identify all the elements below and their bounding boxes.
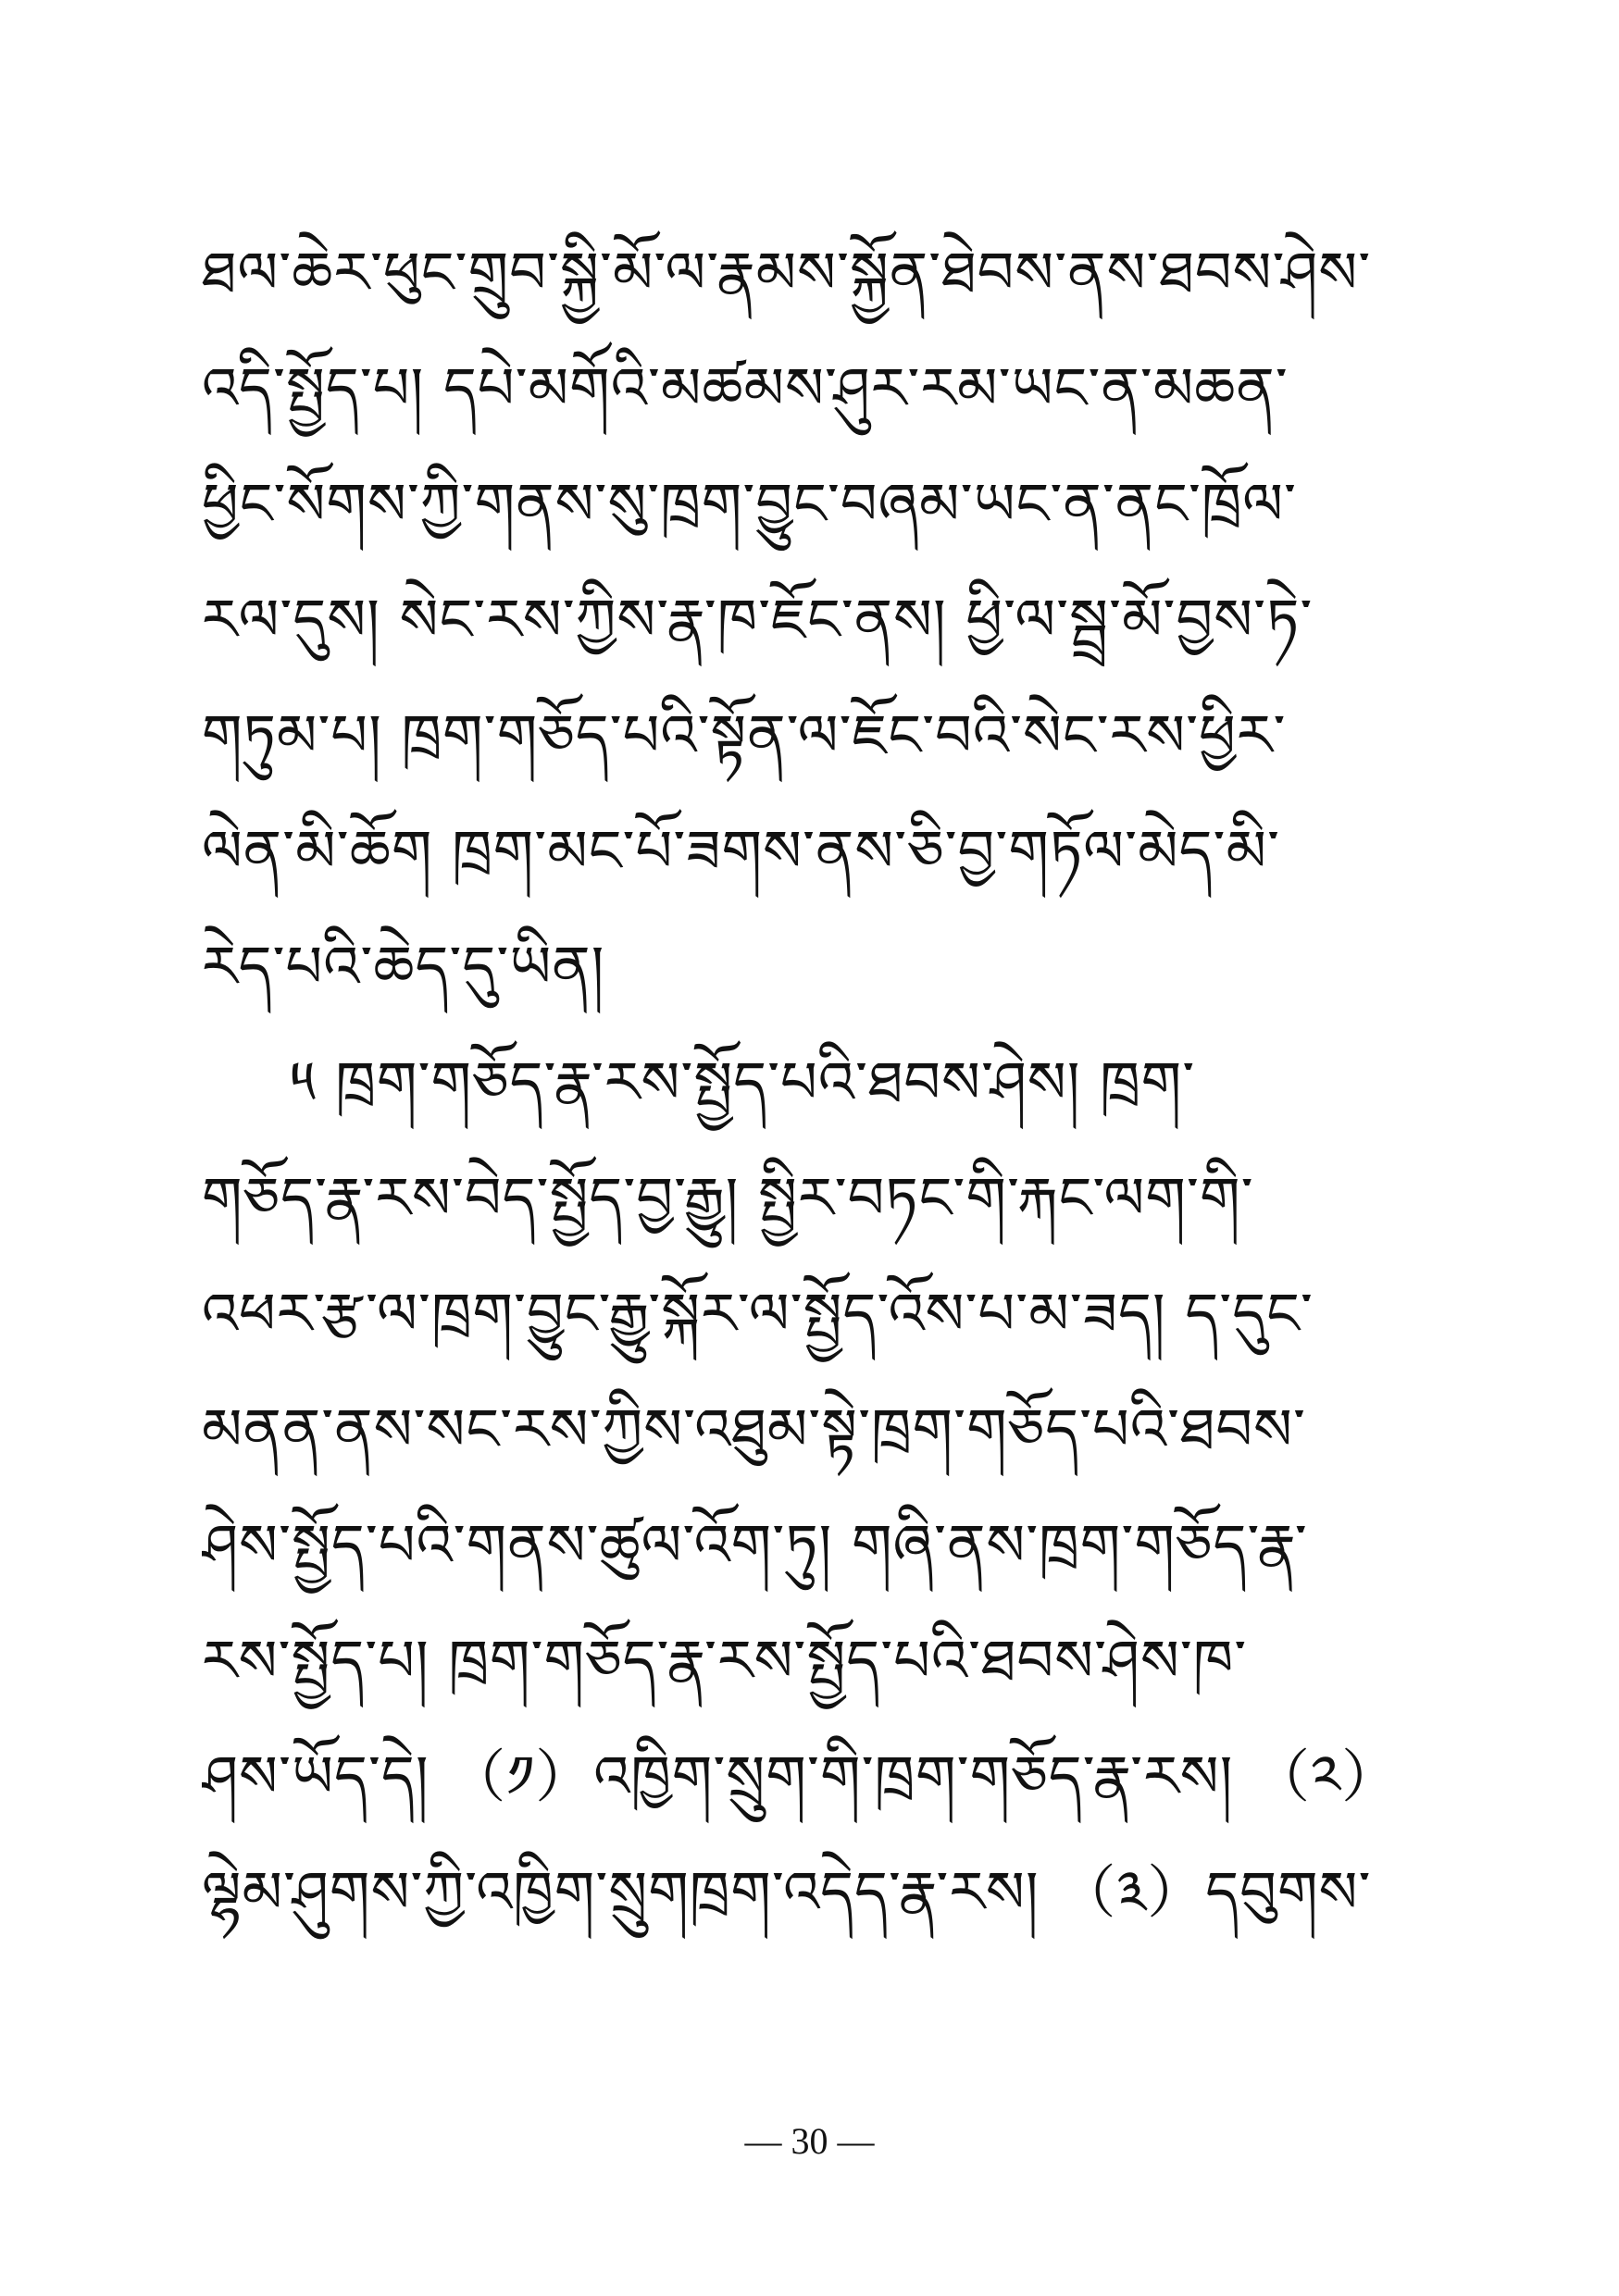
page-number: — 30 —	[744, 2120, 875, 2162]
text-line: གཏུམ་པ། ཁྲག་གཅོད་པའི་སྟོན་ལ་ཇོང་བའི་སེང་རས་ཕྱིར་	[202, 701, 1287, 769]
text-line: གཅོད་རྣ་རས་བེད་སྤྱོད་བྱ་རྒྱུ། སྤྱིར་བཏང་གི་རྐང་ལག་གི་	[202, 1164, 1254, 1232]
text-line: ཤས་ཡོད་དེ། （༡）འཁྱིག་སྲུག་གི་ཁྲག་གཅོད་རྣ་རས། （༢）	[202, 1743, 1401, 1810]
text-line: རལ་དུས། སེང་རས་ཀྱིས་རྣ་ཁ་ཇོང་ནས། ཕྱི་ལ་སྦྲ་མོ་བྱས་ཏེ་	[202, 586, 1314, 653]
text-line: ཐལ་ཆེར་ཕུང་གྲུབ་སྐྱི་མོ་ལ་རྣམས་སྐྱོན་ཐེབས་ནས་ཐབས་ཤེས་	[202, 239, 1372, 306]
text-line: རེད་པའི་ཆེད་དུ་ཡིན།	[202, 933, 605, 1000]
text-line: འཕར་རྩ་ལ་ཁྲག་བྱུང་རྒྱུ་སྐོར་ལ་སྤྱོད་འོས་པ་མ་ཟད། ད་དུང་	[202, 1280, 1314, 1347]
text-line: མནན་ནས་སང་རས་ཀྱིས་འཐུམ་སྟེ་ཁྲག་གཅོད་པའི་ཐབས་	[202, 1396, 1307, 1463]
text-line: ཕྱིང་སོགས་ཀྱི་གནས་སུ་ཁྲག་བྱུང་བཞམ་ཡང་ན་ནང་ཁྲོལ་	[202, 470, 1298, 538]
text-line: རས་སྤྱོད་པ། ཁྲག་གཅོད་རྣ་རས་སྤྱོད་པའི་ཐབས་ཤེས་ཁ་	[202, 1627, 1248, 1694]
text-line: ལྷེམ་ཤུགས་ཀྱི་འཁྱིག་སྲུགཁྲག་འདེད་རྣ་རས། （༣）དབུགས་	[202, 1858, 1372, 1926]
body-text	[202, 215, 1433, 1950]
text-line: ལེན་མི་ཆོག ཁྲག་མང་པོ་ཟགས་ནས་ཅི་བྱ་གཏོལ་མེད་མི་	[202, 817, 1281, 885]
section-heading-line: ༥ ཁྲག་གཅོད་རྣ་རས་སྤྱོད་པའི་ཐབས་ཤེས། ཁྲག་	[290, 1049, 1196, 1116]
text-line: འདི་སྤྱོད་པ། དཔེ་མགོའི་མཚམས་ཤུར་རམ་ཡང་ན་མཆན་	[202, 354, 1289, 422]
text-line: ཤེས་སྤྱོད་པའི་གནས་ཚུལ་འོག་ཏུ། གཞི་ནས་ཁྲག་གཅོད་རྣ་	[202, 1511, 1308, 1579]
